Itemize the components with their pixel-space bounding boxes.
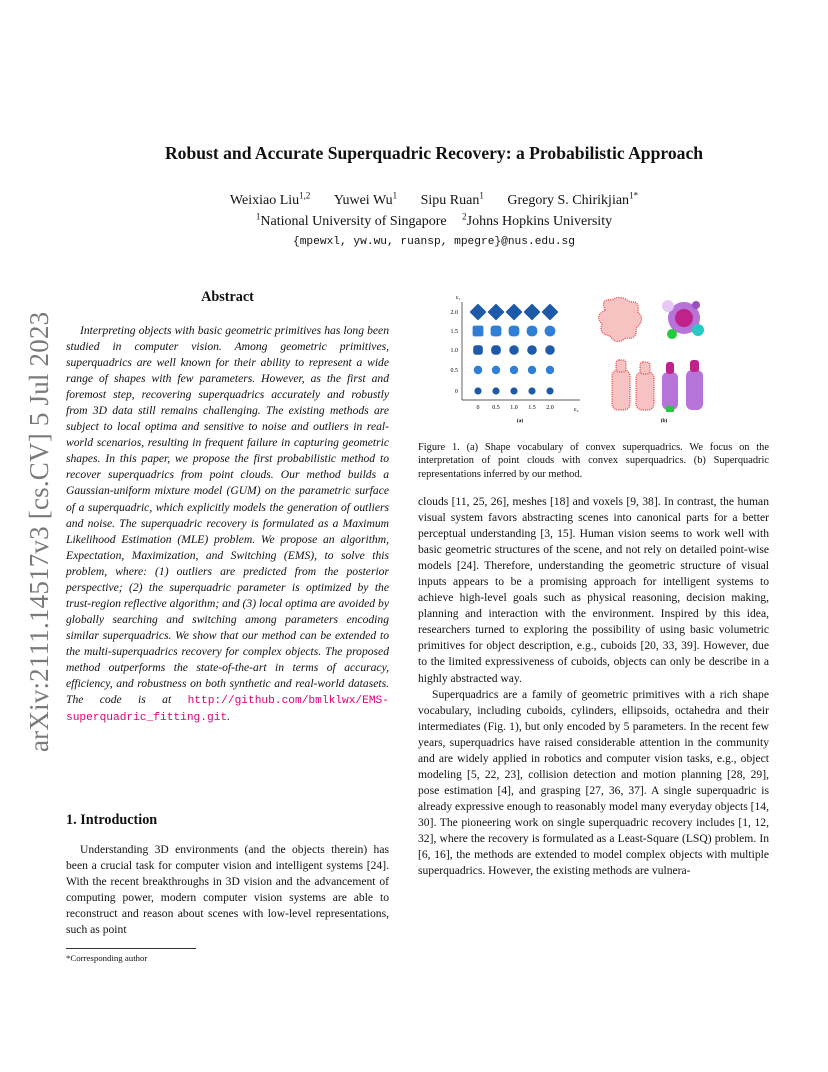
figure-1 [440,290,770,430]
superquadric-shape [524,304,541,321]
body-paragraph: clouds [11, 25, 26], meshes [18] and voxels [9, 38]. In contrast, the human visual system favors abstracting scenes into canonical parts for a better perceptual understanding [3, 15]. Human vision seems to work well with basic geometric structures of the scene, and not rely on detailed point-wise models [24]. Therefore, understanding the geometric structure of visual inputs appears to be a promising approach for intelligent systems to achieve high-level goals such as physical reasoning, decision making, planning and interaction with the environment. Inspired by this idea, researchers turned to exploring the possibility of using basic volumetric primitives for object description, e.g., cuboids [20, 33, 39]. However, due to the limited expressiveness of cuboids, objects can only be describe in a highly abstracted way. [418,495,769,685]
figure-1-caption: Figure 1. (a) Shape vocabulary of convex superquadrics. We focus on the interpretation of point clouds with convex superquadrics. (b) Superquadric representations inferred by our method. [418,442,769,480]
superquadric-shape [528,366,536,374]
superquadric-shape [545,345,555,355]
superquadric-shape [545,326,556,337]
superquadric-shape [470,304,487,321]
paper-title: Robust and Accurate Superquadric Recovery: a Probabilistic Approach [164,143,704,163]
superquadric-shape [542,304,559,321]
author: Sipu Ruan$^1$ [420,190,484,208]
x-tick-label: 1.5 [528,405,536,411]
x-tick-label: 0 [476,405,480,411]
superquadric-fit-bottles [662,360,703,412]
introduction-paragraph: Understanding 3D environments (and the objects therein) has been a crucial task for computer vision and intelligent systems [24]. With the recent breakthroughs in 3D vision and the advancement of computing power, modern computer vision systems are able to reconstruct and reason about scenes with low-level representations, such as point [66,843,389,937]
abstract-body: Interpreting objects with basic geometric primitives has long been studied in computer vision. Among geometric primitives, superquadrics are well known for their ability to represent a wide range of shapes with few parameters. However, as the first and foremost step, recovering superquadrics accurately and robustly from 3D data still remains challenging. The existing methods are subject to local optima and sensitive to noise and outliers in real-world scenarios, resulting in frequent failure in capturing geometric shapes. In this paper, we propose the first probabilistic method to recover superquadrics from point clouds. Our method builds a Gaussian-uniform mixture model (GUM) on the parametric surface of a superquadric, which explicitly models the generation of outliers and noise. The superquadric recovery is formulated as a Maximum Likelihood Estimation (MLE) problem. We propose an algorithm, Expectation, Maximization, and Switching (EMS), to solve this problem, where: (1) outliers are predicted from the posterior perspective; (2) the superquadric parameter is optimized by the trust-region reflective algorithm; and (3) local optima are avoided by globally searching and switching among parameters encoding similar superquadrics. We show that our method can be extended to the multi-superquadrics recovery for complex objects. The proposed method outperforms the state-of-the-art in terms of accuracy, efficiency, and robustness on both synthetic and real-world datasets. The code is at http://github.com/bmlklwx/EMS-superquadric_fitting.git. [66,324,389,725]
superquadric-shape [488,304,505,321]
superquadric-shape [473,326,484,337]
author: Weixiao Liu$^{1,2}$ [229,190,311,208]
y-tick-label: 1.5 [450,329,458,335]
footnote: *Corresponding author [66,953,148,963]
x-tick-label: 0.5 [492,405,500,411]
footnote-divider [66,948,196,949]
superquadric-shape [510,387,517,394]
superquadric-shape [492,387,499,394]
superquadric-shape [506,304,523,321]
affiliation: $^1$National University of Singapore [255,211,447,229]
point-cloud-rabbit [599,297,642,341]
x-tick-label: 2.0 [546,405,554,411]
point-cloud-bottle [612,360,654,410]
superquadric-shape [509,326,520,337]
section-heading-introduction: 1. Introduction [66,812,158,828]
author: Gregory S. Chirikjian$^{1*}$ [507,190,639,208]
panel-b-label: (b) [660,418,668,424]
superquadric-shape [528,387,535,394]
superquadric-shape [527,345,537,355]
superquadric-shape [510,366,518,374]
superquadric-fit-toy [662,300,704,339]
superquadric-shape [527,326,538,337]
panel-a-label: (a) [516,418,524,424]
figure-1-graphic [440,290,770,430]
affiliation-list [60,211,808,230]
superquadric-shape [473,345,483,355]
arxiv-identifier: arXiv:2111.14517v3 [cs.CV] 5 Jul 2023 [24,311,54,752]
superquadric-shape [474,366,482,374]
y-tick-label: 0 [455,389,458,395]
abstract-heading: Abstract [201,289,254,305]
x-axis-label: ε₂ [574,407,579,413]
author-emails: {mpewxl, yw.wu, ruansp, mpegre}@nus.edu.sg [293,236,575,248]
superquadric-shape [491,345,501,355]
superquadric-shape [509,345,519,355]
x-tick-label: 1.0 [510,405,518,411]
y-tick-label: 1.0 [450,348,458,354]
author-list [60,190,808,209]
author: Yuwei Wu$^1$ [333,190,398,208]
y-axis-label: ε₁ [456,295,461,301]
superquadric-shape [491,326,502,337]
y-tick-label: 2.0 [450,310,458,316]
y-tick-label: 0.5 [450,368,458,374]
right-column [418,494,769,879]
code-link[interactable]: http://github.com/bmlklwx/EMS-superquadric_fitting.git [66,695,389,725]
arxiv-sidebar [18,300,58,760]
superquadric-shape [546,366,554,374]
superquadric-shape [492,366,500,374]
superquadric-shape [546,387,553,394]
body-paragraph: Superquadrics are a family of geometric primitives with a rich shape vocabulary, including cuboids, cylinders, ellipsoids, octahedra and their intermediates (Fig. 1), but only encoded by 5 parameters. In the recent few years, superquadrics have raised considerable attention in the community and are widely applied in robotics and computer vision tasks, e.g., object modeling [5, 22, 23], collision detection and motion planning [28, 29], pose estimation [4], and grasping [27, 36, 37]. A single superquadric is already expressive enough to reasonably model many everyday objects [14, 30]. The pioneering work on single superquadric recovery includes [1, 12, 32], where the recovery is formulated as a Least-Square (LSQ) problem. In [6, 16], the methods are extended to model complex objects with multiple superquadrics. However, the existing methods are vulnera- [418,687,769,878]
superquadric-shape [474,387,481,394]
affiliation: $^2$Johns Hopkins University [462,211,613,229]
